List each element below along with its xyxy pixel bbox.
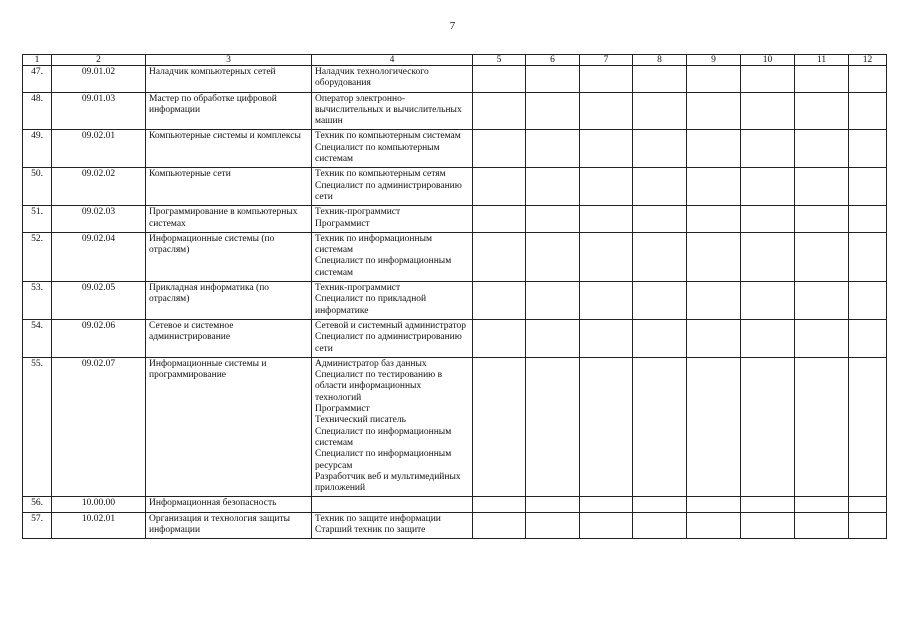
qualification-item: Техник-программист	[315, 207, 401, 218]
page-number: 7	[449, 20, 456, 32]
empty-cell-col-7	[580, 130, 633, 168]
qualification-item: Техник по информационным системам	[315, 233, 432, 256]
empty-cell-col-12	[849, 168, 887, 206]
qualifications-cell	[312, 512, 473, 539]
qualification-item: Разработчик веб и мультимедийных приложений	[315, 471, 461, 494]
qualifications-cell	[312, 357, 473, 497]
empty-cell-col-6	[526, 66, 580, 93]
specialty-code-cell: 10.00.00	[52, 497, 146, 512]
specialty-name-cell: Сетевое и системное администрирование	[146, 319, 312, 357]
empty-cell-col-6	[526, 357, 580, 497]
row-number-cell: 55.	[23, 357, 52, 497]
empty-cell-col-10	[741, 512, 795, 539]
specialty-name-cell: Информационная безопасность	[146, 497, 312, 512]
empty-cell-col-6	[526, 512, 580, 539]
qualification-item: Специалист по администрированию сети	[315, 180, 462, 202]
qualification-item: Техник по компьютерным сетям	[315, 169, 446, 180]
qualification-item: Специалист по администрированию сети	[315, 332, 462, 354]
empty-cell-col-10	[741, 130, 795, 168]
empty-cell-col-12	[849, 512, 887, 539]
empty-cell-col-12	[849, 232, 887, 281]
qualification-item: Техник-программист	[315, 283, 401, 294]
table-row	[23, 512, 887, 539]
empty-cell-col-11	[795, 206, 849, 233]
empty-cell-col-11	[795, 282, 849, 320]
empty-cell-col-11	[795, 497, 849, 512]
empty-cell-col-7	[580, 92, 633, 130]
specialty-name-cell: Информационные системы и программирование	[146, 357, 312, 497]
empty-cell-col-5	[473, 130, 526, 168]
empty-cell-col-6	[526, 319, 580, 357]
empty-cell-col-10	[741, 66, 795, 93]
empty-cell-col-12	[849, 92, 887, 130]
empty-cell-col-5	[473, 512, 526, 539]
empty-cell-col-7	[580, 206, 633, 233]
empty-cell-col-9	[687, 206, 741, 233]
column-header-1: 1	[23, 55, 52, 66]
empty-cell-col-5	[473, 92, 526, 130]
column-header-2: 2	[52, 55, 146, 66]
empty-cell-col-12	[849, 357, 887, 497]
empty-cell-col-7	[580, 319, 633, 357]
empty-cell-col-12	[849, 282, 887, 320]
table-row	[23, 66, 887, 93]
specialty-name-cell: Информационные системы (по отраслям)	[146, 232, 312, 281]
qualification-item: Специалист по информационным системам	[315, 426, 452, 448]
empty-cell-col-5	[473, 319, 526, 357]
row-number-cell: 57.	[23, 512, 52, 539]
table-row	[23, 232, 887, 281]
empty-cell-col-6	[526, 168, 580, 206]
specialty-code-cell: 09.01.02	[52, 66, 146, 93]
empty-cell-col-8	[633, 206, 687, 233]
qualifications-cell	[312, 497, 473, 512]
specialty-code-cell: 09.02.04	[52, 232, 146, 281]
qualifications-cell	[312, 66, 473, 93]
empty-cell-col-9	[687, 497, 741, 512]
qualification-item: Специалист по компьютерным системам	[315, 142, 440, 165]
qualification-item: Программист	[315, 218, 370, 229]
specialty-code-cell: 09.02.01	[52, 130, 146, 168]
table-row	[23, 282, 887, 320]
empty-cell-col-7	[580, 168, 633, 206]
empty-cell-col-11	[795, 319, 849, 357]
empty-cell-col-12	[849, 206, 887, 233]
empty-cell-col-7	[580, 357, 633, 497]
table-row	[23, 497, 887, 512]
row-number-cell: 49.	[23, 130, 52, 168]
empty-cell-col-8	[633, 512, 687, 539]
column-header-7: 7	[580, 55, 633, 66]
empty-cell-col-5	[473, 497, 526, 512]
qualification-item: Специалист по информационным ресурсам	[315, 449, 452, 471]
empty-cell-col-9	[687, 319, 741, 357]
qualification-item: Техник по защите информации	[315, 513, 441, 524]
empty-cell-col-7	[580, 66, 633, 93]
empty-cell-col-5	[473, 357, 526, 497]
table-row	[23, 130, 887, 168]
table-row	[23, 357, 887, 497]
empty-cell-col-12	[849, 130, 887, 168]
row-number-cell: 51.	[23, 206, 52, 233]
empty-cell-col-11	[795, 168, 849, 206]
column-header-10: 10	[741, 55, 795, 66]
empty-cell-col-7	[580, 512, 633, 539]
column-header-8: 8	[633, 55, 687, 66]
qualification-item: Технический писатель	[315, 415, 406, 426]
empty-cell-col-6	[526, 282, 580, 320]
empty-cell-col-6	[526, 130, 580, 168]
specialty-name-cell: Наладчик компьютерных сетей	[146, 66, 312, 93]
empty-cell-col-9	[687, 357, 741, 497]
empty-cell-col-9	[687, 130, 741, 168]
table-row	[23, 92, 887, 130]
empty-cell-col-5	[473, 168, 526, 206]
empty-cell-col-5	[473, 66, 526, 93]
empty-cell-col-12	[849, 319, 887, 357]
empty-cell-col-11	[795, 130, 849, 168]
empty-cell-col-8	[633, 282, 687, 320]
empty-cell-col-9	[687, 92, 741, 130]
qualification-item: Администратор баз данных	[315, 358, 427, 369]
empty-cell-col-10	[741, 206, 795, 233]
qualification-item: Старший техник по защите	[315, 524, 426, 535]
empty-cell-col-8	[633, 130, 687, 168]
qualification-item: Специалист по информационным системам	[315, 256, 452, 278]
empty-cell-col-6	[526, 92, 580, 130]
empty-cell-col-11	[795, 512, 849, 539]
row-number-cell: 48.	[23, 92, 52, 130]
row-number-cell: 50.	[23, 168, 52, 206]
qualifications-cell	[312, 92, 473, 130]
qualification-item: Наладчик технологического оборудования	[315, 67, 429, 89]
table-row	[23, 206, 887, 233]
empty-cell-col-11	[795, 92, 849, 130]
specialties-table	[22, 54, 887, 539]
qualifications-cell	[312, 168, 473, 206]
empty-cell-col-8	[633, 168, 687, 206]
empty-cell-col-10	[741, 357, 795, 497]
column-header-11: 11	[795, 55, 849, 66]
specialty-name-cell: Организация и технология защиты информации	[146, 512, 312, 539]
column-header-9: 9	[687, 55, 741, 66]
specialty-code-cell: 09.02.07	[52, 357, 146, 497]
empty-cell-col-11	[795, 357, 849, 497]
qualifications-cell	[312, 319, 473, 357]
empty-cell-col-8	[633, 319, 687, 357]
empty-cell-col-10	[741, 497, 795, 512]
qualifications-cell	[312, 232, 473, 281]
row-number-cell: 53.	[23, 282, 52, 320]
empty-cell-col-9	[687, 282, 741, 320]
empty-cell-col-8	[633, 357, 687, 497]
row-number-cell: 47.	[23, 66, 52, 93]
empty-cell-col-8	[633, 497, 687, 512]
column-header-5: 5	[473, 55, 526, 66]
qualification-item: Техник по компьютерным системам	[315, 131, 461, 142]
empty-cell-col-10	[741, 92, 795, 130]
empty-cell-col-10	[741, 232, 795, 281]
empty-cell-col-8	[633, 66, 687, 93]
empty-cell-col-8	[633, 232, 687, 281]
empty-cell-col-10	[741, 168, 795, 206]
empty-cell-col-10	[741, 319, 795, 357]
specialty-name-cell: Компьютерные сети	[146, 168, 312, 206]
qualification-item: Программист	[315, 404, 370, 415]
qualification-item: Оператор электронно-вычислительных и вычислительных машин	[315, 93, 462, 127]
column-header-12: 12	[849, 55, 887, 66]
empty-cell-col-6	[526, 497, 580, 512]
qualifications-cell	[312, 130, 473, 168]
specialty-code-cell: 09.02.05	[52, 282, 146, 320]
specialty-code-cell: 09.01.03	[52, 92, 146, 130]
qualifications-cell	[312, 282, 473, 320]
empty-cell-col-8	[633, 92, 687, 130]
column-header-6: 6	[526, 55, 580, 66]
empty-cell-col-9	[687, 66, 741, 93]
qualification-item: Специалист по тестированию в области информационных технологий	[315, 370, 443, 403]
empty-cell-col-11	[795, 232, 849, 281]
empty-cell-col-6	[526, 232, 580, 281]
empty-cell-col-9	[687, 512, 741, 539]
table-row	[23, 319, 887, 357]
specialty-code-cell: 09.02.02	[52, 168, 146, 206]
specialty-name-cell: Компьютерные системы и комплексы	[146, 130, 312, 168]
empty-cell-col-9	[687, 232, 741, 281]
column-header-4: 4	[312, 55, 473, 66]
specialty-name-cell: Программирование в компьютерных системах	[146, 206, 312, 233]
empty-cell-col-9	[687, 168, 741, 206]
empty-cell-col-7	[580, 232, 633, 281]
table-body	[23, 66, 887, 539]
empty-cell-col-7	[580, 497, 633, 512]
empty-cell-col-6	[526, 206, 580, 233]
empty-cell-col-5	[473, 206, 526, 233]
row-number-cell: 56.	[23, 497, 52, 512]
empty-cell-col-5	[473, 282, 526, 320]
empty-cell-col-12	[849, 497, 887, 512]
qualification-item: Сетевой и системный администратор	[315, 320, 466, 331]
qualification-item: Специалист по прикладной информатике	[315, 294, 427, 316]
specialty-code-cell: 10.02.01	[52, 512, 146, 539]
specialty-code-cell: 09.02.03	[52, 206, 146, 233]
row-number-cell: 52.	[23, 232, 52, 281]
qualifications-cell	[312, 206, 473, 233]
column-header-3: 3	[146, 55, 312, 66]
empty-cell-col-11	[795, 66, 849, 93]
empty-cell-col-5	[473, 232, 526, 281]
row-number-cell: 54.	[23, 319, 52, 357]
header-row	[23, 55, 887, 66]
specialty-name-cell: Прикладная информатика (по отраслям)	[146, 282, 312, 320]
empty-cell-col-7	[580, 282, 633, 320]
specialty-name-cell: Мастер по обработке цифровой информации	[146, 92, 312, 130]
table-row	[23, 168, 887, 206]
empty-cell-col-12	[849, 66, 887, 93]
specialty-code-cell: 09.02.06	[52, 319, 146, 357]
empty-cell-col-10	[741, 282, 795, 320]
